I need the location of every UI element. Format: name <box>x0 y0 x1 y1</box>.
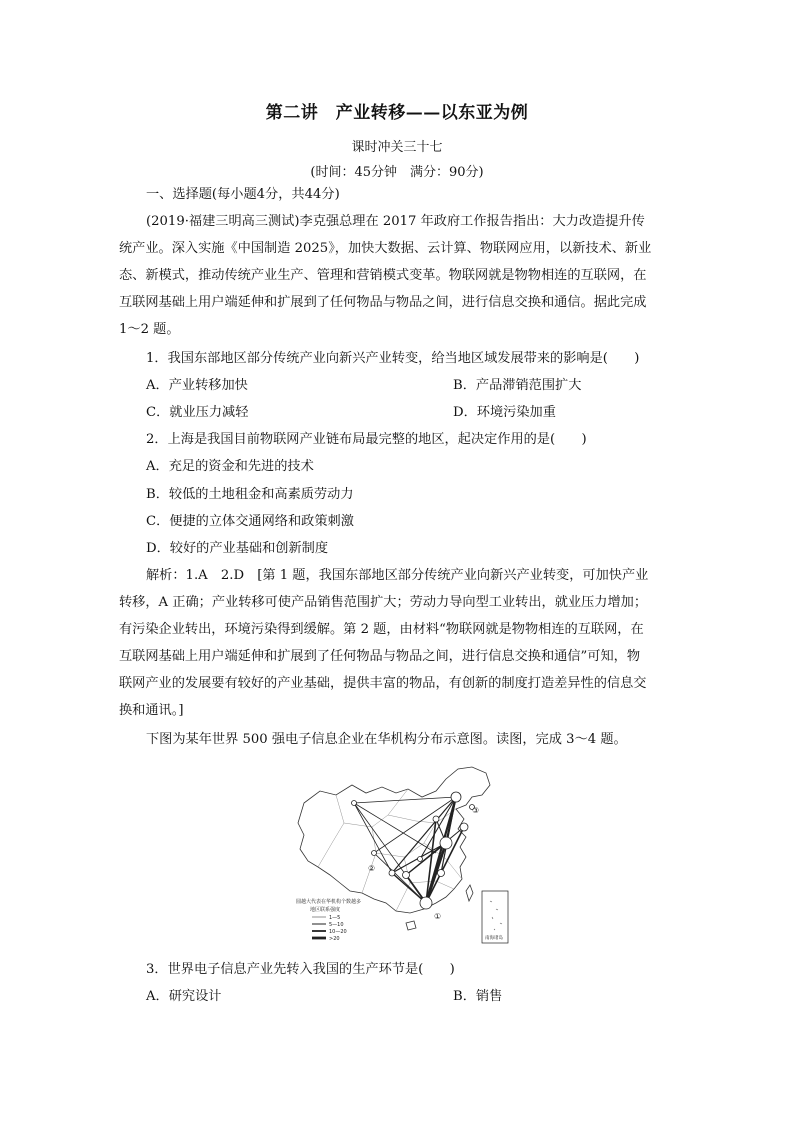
question-3-stem: 3．世界电子信息产业先转入我国的生产环节是( ) <box>146 962 455 977</box>
inset-label: 南海诸岛 <box>485 936 503 941</box>
q3-option-a: A．研究设计 <box>146 989 222 1004</box>
q1-option-a: A．产业转移加快 <box>146 378 248 393</box>
q1-option-d: D．环境污染加重 <box>453 405 556 420</box>
q2-option-b: B．较低的土地租金和高素质劳动力 <box>146 487 354 502</box>
q2-option-a: A．充足的资金和先进的技术 <box>146 459 314 474</box>
city-node <box>389 870 395 876</box>
q1-option-b: B．产品滞销范围扩大 <box>453 378 582 393</box>
legend-item: 10—20 <box>329 929 347 935</box>
link-line <box>354 803 392 873</box>
legend-title: 圆越大代表在华机构个数越多 <box>296 899 362 905</box>
city-node <box>451 792 461 802</box>
taiwan-outline <box>466 885 473 901</box>
city-node <box>438 870 445 877</box>
q1-option-c: C．就业压力减轻 <box>146 405 249 420</box>
material-line: 态、新模式，推动传统产业生产、管理和营销模式变革。物联网就是物物相连的互联网，在 <box>119 268 647 283</box>
city-node <box>372 851 377 856</box>
analysis-line: 联网产业的发展要有较好的产业基础，提供丰富的物品，有创新的制度打造差异性的信息交 <box>119 676 647 691</box>
question-1-stem: 1．我国东部地区部分传统产业向新兴产业转变，给当地区域发展带来的影响是( ) <box>146 351 640 366</box>
city-node <box>418 857 423 862</box>
city-node <box>420 897 432 909</box>
china-outline <box>298 767 490 913</box>
analysis-line: 有污染企业转出，环境污染得到缓解。第 2 题，由材料“物联网就是物物相连的互联网，在 <box>119 622 644 637</box>
legend-item: >20 <box>329 936 340 942</box>
question-2-stem: 2．上海是我国目前物联网产业链布局最完整的地区，起决定作用的是( ) <box>146 432 587 447</box>
analysis-line: 转移，A 正确；产业转移可使产品销售范围扩大；劳动力导向型工业转出，就业压力增加； <box>119 595 648 610</box>
city-node <box>352 801 357 806</box>
page-subtitle: 课时冲关三十七 <box>351 140 443 155</box>
china-map-figure <box>296 763 510 949</box>
analysis-line: 解析：1.A 2.D [第 1 题，我国东部地区部分传统产业向新兴产业转变，可加快产业 <box>146 568 649 583</box>
city-node <box>440 837 452 849</box>
legend-item: 1—5 <box>329 915 341 921</box>
hainan-outline <box>406 921 416 930</box>
material-line: (2019·福建三明高三测试)李克强总理在 2017 年政府工作报告指出：大力改造提升传 <box>146 214 645 229</box>
time-info: (时间：45分钟 满分：90分) <box>310 165 484 180</box>
intro-text: 下图为某年世界 500 强电子信息企业在华机构分布示意图。读图，完成 3～4 题。 <box>146 732 627 747</box>
legend-subtitle: 地区联系强度 <box>310 907 341 913</box>
analysis-line: 换和通讯。] <box>119 703 184 718</box>
q2-option-c: C．便捷的立体交通网络和政策刺激 <box>146 514 354 529</box>
inset-islands <box>490 901 502 930</box>
legend-item: 5—10 <box>329 922 344 928</box>
analysis-line: 互联网基础上用户端延伸和扩展到了任何物品与物品之间，进行信息交换和通信”可知，物 <box>119 649 641 664</box>
city-node <box>403 872 410 879</box>
map-label-2: ② <box>368 864 376 873</box>
q2-option-d: D．较好的产业基础和创新制度 <box>146 541 329 556</box>
link-line <box>354 803 436 853</box>
material-line: 互联网基础上用户端延伸和扩展到了任何物品与物品之间，进行信息交换和通信。据此完成 <box>119 295 647 310</box>
link-line <box>354 797 456 803</box>
q3-option-b: B．销售 <box>453 989 503 1004</box>
material-line: 1～2 题。 <box>119 322 180 337</box>
city-node <box>460 823 468 831</box>
map-label-3: ③ <box>472 806 480 815</box>
section-header: 一、选择题(每小题4分，共44分) <box>146 187 340 202</box>
page-title: 第二讲 产业转移——以东亚为例 <box>265 103 529 123</box>
map-legend <box>296 898 361 942</box>
city-node <box>433 816 439 822</box>
map-label-1: ① <box>434 912 442 921</box>
material-line: 统产业。深入实施《中国制造 2025》，加快大数据、云计算、物联网应用，以新技术、新业 <box>119 241 652 256</box>
connection-lines <box>354 797 464 903</box>
